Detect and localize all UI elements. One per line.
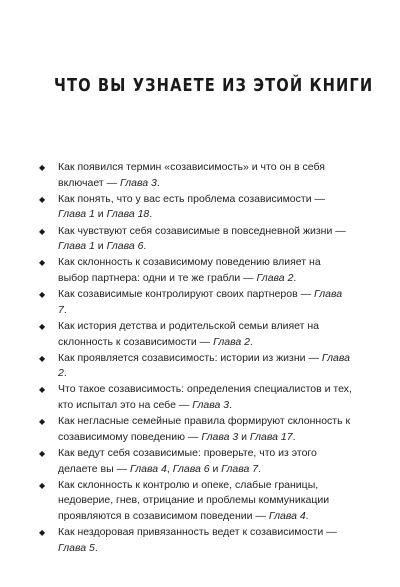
chapter-reference: Глава 3 [201, 430, 239, 443]
item-text: Как история детства и родительской семьи влияет на склонность к созависимости — [58, 319, 320, 348]
item-text: и [94, 208, 107, 221]
item-text: . [292, 430, 296, 443]
topics-list [0, 160, 400, 557]
item-text: . [149, 208, 153, 221]
item-text: . [156, 176, 160, 189]
chapter-reference: Глава 3 [120, 176, 157, 189]
chapter-reference: Глава 2 [256, 271, 294, 284]
item-text: Как появился термин «созависимость» и что он в себя включает — [58, 161, 325, 189]
list-item [0, 525, 400, 556]
diamond-bullet-icon: ◆ [39, 385, 46, 395]
diamond-bullet-icon: ◆ [39, 163, 46, 172]
chapter-reference: Глава 7 [221, 462, 259, 475]
item-text: и [94, 240, 107, 253]
list-item [0, 224, 400, 255]
item-text: Как нездоровая привязанность ведет к созависимости — [58, 526, 337, 539]
item-text: . [63, 367, 67, 380]
chapter-reference: Глава 1 [58, 208, 95, 221]
item-text: . [63, 303, 67, 316]
list-item [0, 255, 400, 286]
list-item [0, 160, 400, 191]
item-text: Как проявляется созависимость: истории из жизни — [58, 351, 322, 364]
chapter-reference: Глава 6 [172, 462, 210, 475]
chapter-reference: Глава 3 [192, 399, 230, 412]
diamond-bullet-icon: ◆ [39, 226, 46, 236]
item-text: , [166, 462, 173, 475]
diamond-bullet-icon: ◆ [39, 321, 46, 331]
list-item [0, 446, 400, 477]
item-text: Как понять, что у вас есть проблема созависимости — [58, 192, 325, 205]
item-text: и [238, 430, 250, 443]
diamond-bullet-icon: ◆ [39, 449, 46, 459]
item-text: Что такое созависимость: определения специалистов и тех, кто испытал это на себе — [58, 383, 352, 412]
list-item [0, 478, 400, 525]
list-item [0, 351, 400, 382]
diamond-bullet-icon: ◆ [39, 258, 46, 268]
item-text: . [258, 462, 262, 475]
list-item [0, 319, 400, 350]
diamond-bullet-icon: ◆ [39, 290, 46, 300]
chapter-reference: Глава 4 [268, 510, 306, 522]
item-text: . [305, 510, 309, 522]
chapter-reference: Глава 18 [106, 208, 150, 221]
item-text: . [94, 541, 98, 554]
chapter-reference: Глава 6 [106, 240, 144, 253]
item-text: . [249, 335, 253, 348]
chapter-reference: Глава 17 [249, 430, 293, 443]
item-text: Как чувствуют себя созависимые в повседневной жизни — [58, 224, 346, 237]
item-text: Как ведут себя созависимые: проверьте, что из этого делаете вы — [58, 447, 317, 475]
chapter-reference: Глава 5 [58, 541, 95, 554]
list-item [0, 414, 400, 445]
chapter-reference: Глава 7 [58, 288, 343, 316]
diamond-bullet-icon: ◆ [39, 194, 46, 204]
list-item [0, 192, 400, 223]
chapter-reference: Глава 2 [58, 351, 350, 380]
item-text: Как склонность к контролю и опеке, слабые границы, недоверие, гнев, отрицание и проблемы коммуникации проявляются в созависимом поведении — [58, 478, 330, 522]
list-item [0, 287, 400, 318]
item-text: Как склонность к созависимому поведению влияет на выбор партнера: одни и те же грабли — [58, 256, 321, 284]
item-text: и [209, 462, 222, 475]
diamond-bullet-icon: ◆ [39, 528, 46, 538]
item-text: . [229, 399, 233, 412]
item-text: Как негласные семейные правила формируют склонность к созависимому поведению — [58, 415, 351, 443]
diamond-bullet-icon: ◆ [39, 353, 46, 363]
item-text: Как созависимые контролируют своих партнеров — [58, 288, 314, 301]
diamond-bullet-icon: ◆ [39, 480, 46, 490]
chapter-reference: Глава 1 [58, 240, 95, 253]
item-text: . [143, 240, 147, 253]
item-text: . [293, 271, 297, 284]
list-item [0, 382, 400, 413]
chapter-reference: Глава 4 [129, 462, 167, 475]
diamond-bullet-icon: ◆ [39, 417, 46, 427]
page-title: ЧТО ВЫ УЗНАЕТЕ ИЗ ЭТОЙ КНИГИ [54, 76, 374, 96]
chapter-reference: Глава 2 [213, 335, 250, 348]
